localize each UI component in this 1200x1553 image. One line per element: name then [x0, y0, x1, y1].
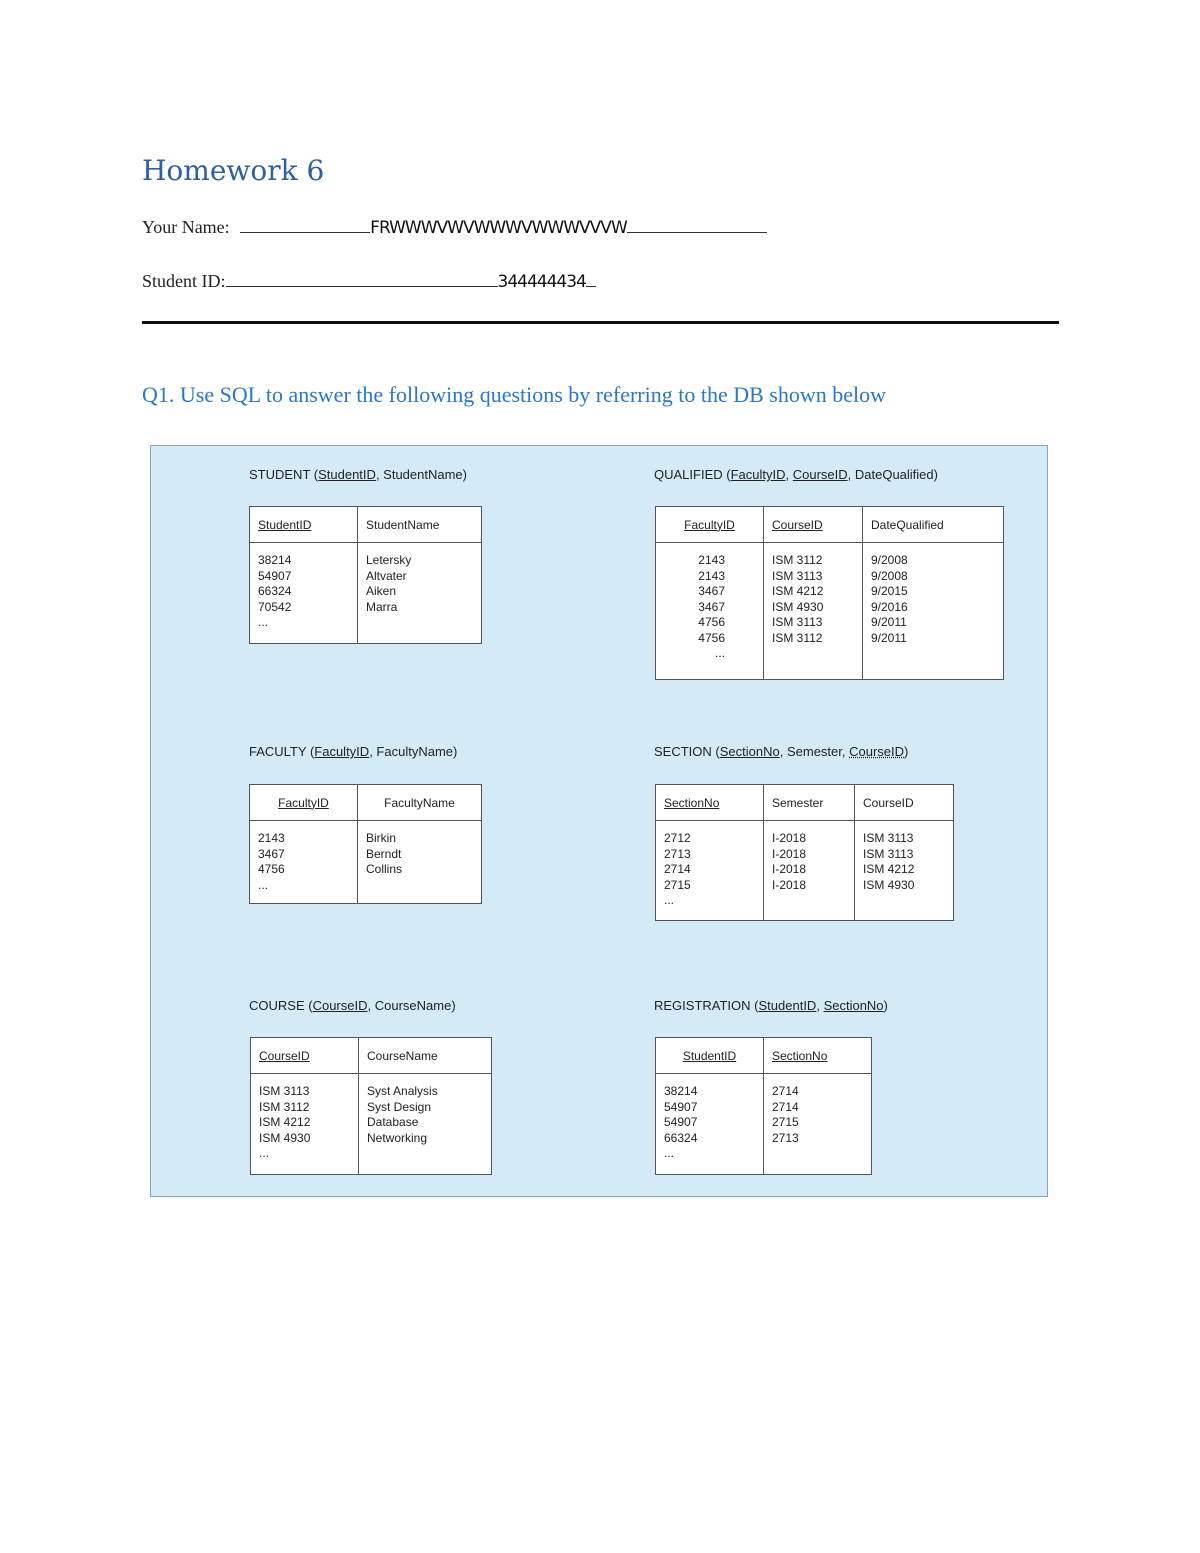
section-attr: Semester	[786, 744, 842, 759]
name-blank-right	[627, 214, 767, 233]
sep: ,	[816, 998, 824, 1013]
registration-header-student: StudentID	[656, 1038, 764, 1074]
section-col-no: 2712 2713 2714 2715 ...	[656, 821, 764, 921]
paren: (	[304, 998, 313, 1013]
section-header-no: SectionNo	[656, 785, 764, 821]
student-relation-name: STUDENT	[249, 467, 311, 482]
sep: ,	[367, 998, 375, 1013]
registration-relation-name: REGISTRATION	[654, 998, 751, 1013]
paren: )	[904, 744, 909, 759]
course-col-name: Syst Analysis Syst Design Database Networking	[359, 1074, 492, 1175]
sep: ,	[779, 744, 787, 759]
faculty-relation-name: FACULTY	[249, 744, 307, 759]
student-id-label: Student ID:	[142, 271, 226, 291]
section-header-semester: Semester	[764, 785, 855, 821]
qualified-header-course: CourseID	[764, 507, 863, 543]
header-divider	[142, 321, 1059, 324]
student-header-id: StudentID	[250, 507, 358, 543]
qualified-relation-name: QUALIFIED	[654, 467, 723, 482]
student-key-attr: StudentID	[318, 467, 376, 482]
section-relation-name: SECTION	[654, 744, 712, 759]
student-col-id: 38214 54907 66324 70542 ...	[250, 543, 358, 644]
course-col-id: ISM 3113 ISM 3112 ISM 4212 ISM 4930 ...	[251, 1074, 359, 1175]
paren: (	[722, 467, 731, 482]
student-id-blank-right	[586, 268, 596, 287]
registration-key-attr-2: SectionNo	[823, 998, 884, 1013]
student-table	[249, 506, 482, 644]
sep: ,	[841, 744, 850, 759]
faculty-table	[249, 784, 482, 904]
section-col-semester: I-2018 I-2018 I-2018 I-2018	[764, 821, 855, 921]
course-header-id: CourseID	[251, 1038, 359, 1074]
paren: (	[306, 744, 315, 759]
name-blank-left	[240, 214, 370, 233]
faculty-header-id: FacultyID	[250, 785, 358, 821]
paren: (	[310, 467, 319, 482]
faculty-schema	[249, 744, 457, 759]
student-attr: StudentName	[383, 467, 463, 482]
qualified-header-faculty: FacultyID	[656, 507, 764, 543]
course-table	[250, 1037, 492, 1175]
faculty-col-id: 2143 3467 4756 ...	[250, 821, 358, 904]
paren: )	[451, 998, 456, 1013]
faculty-header-name: FacultyName	[358, 785, 482, 821]
course-header-name: CourseName	[359, 1038, 492, 1074]
sep: ,	[369, 744, 377, 759]
sep: ,	[785, 467, 793, 482]
section-schema	[654, 744, 908, 759]
qualified-attr: DateQualified	[854, 467, 934, 482]
student-col-name: Letersky Altvater Aiken Marra	[358, 543, 482, 644]
qualified-key-attr-2: CourseID	[792, 467, 848, 482]
paren: (	[711, 744, 720, 759]
registration-col-section: 2714 2714 2715 2713	[764, 1074, 872, 1175]
qualified-col-course: ISM 3112 ISM 3113 ISM 4212 ISM 4930 ISM 3113 ISM 3112	[764, 543, 863, 680]
registration-header-section: SectionNo	[764, 1038, 872, 1074]
paren: )	[933, 467, 938, 482]
qualified-header-date: DateQualified	[863, 507, 1004, 543]
section-header-course: CourseID	[855, 785, 954, 821]
faculty-attr: FacultyName	[376, 744, 453, 759]
registration-key-attr-1: StudentID	[758, 998, 817, 1013]
student-id-field	[142, 268, 596, 292]
section-foreign-key-attr: CourseID	[849, 744, 905, 759]
course-schema	[249, 998, 456, 1013]
paren: )	[883, 998, 888, 1013]
course-key-attr: CourseID	[312, 998, 368, 1013]
student-schema	[249, 467, 467, 482]
faculty-col-name: Birkin Berndt Collins	[358, 821, 482, 904]
sep: ,	[375, 467, 384, 482]
qualified-table	[655, 506, 1004, 680]
faculty-key-attr: FacultyID	[314, 744, 370, 759]
qualified-schema	[654, 467, 938, 482]
section-table	[655, 784, 954, 921]
question-1: Q1. Use SQL to answer the following questions by referring to the DB shown below	[142, 382, 887, 407]
qualified-key-attr-1: FacultyID	[730, 467, 786, 482]
name-value: FRWWWVWVWWWVWWWVVVW	[370, 218, 627, 238]
student-id-value: 344444434	[497, 272, 586, 292]
student-header-name: StudentName	[358, 507, 482, 543]
course-attr: CourseName	[374, 998, 452, 1013]
registration-table	[655, 1037, 872, 1175]
qualified-col-date: 9/2008 9/2008 9/2015 9/2016 9/2011 9/2011	[863, 543, 1004, 680]
name-field	[142, 214, 767, 238]
student-id-blank	[226, 268, 498, 287]
qualified-col-faculty: 2143 2143 3467 3467 4756 4756 ...	[656, 543, 764, 680]
registration-col-student: 38214 54907 54907 66324 ...	[656, 1074, 764, 1175]
course-relation-name: COURSE	[249, 998, 305, 1013]
paren: (	[750, 998, 759, 1013]
name-label: Your Name:	[142, 217, 230, 237]
paren: )	[462, 467, 468, 482]
document-title: Homework 6	[142, 154, 325, 187]
section-key-attr: SectionNo	[719, 744, 780, 759]
registration-schema	[654, 998, 888, 1013]
paren: )	[453, 744, 458, 759]
sep: ,	[847, 467, 855, 482]
section-col-course: ISM 3113 ISM 3113 ISM 4212 ISM 4930	[855, 821, 954, 921]
